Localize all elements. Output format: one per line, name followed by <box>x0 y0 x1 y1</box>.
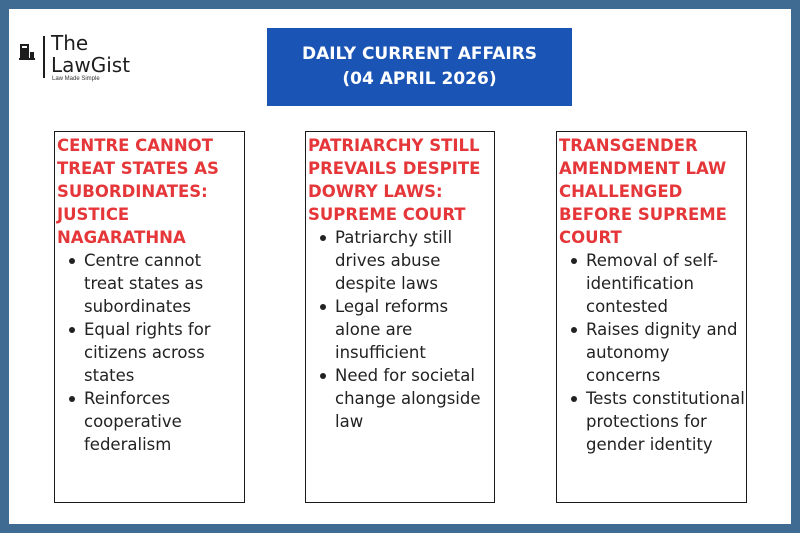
brand-name-line1: The <box>51 31 89 55</box>
bullet-icon <box>320 235 326 241</box>
bullet-list <box>306 226 494 433</box>
list-item <box>569 249 746 318</box>
list-item <box>569 318 746 387</box>
brand-tagline: Law Made Simple <box>52 76 100 82</box>
list-item-text: Equal rights for citizens across states <box>84 320 211 385</box>
card-title: TRANSGENDER AMENDMENT LAW CHALLENGED BEFORE SUPREME COURT <box>559 136 727 247</box>
list-item <box>67 318 244 387</box>
card-title: CENTRE CANNOT TREAT STATES AS SUBORDINATES: JUSTICE NAGARATHNA <box>57 136 219 247</box>
bullet-icon <box>571 327 577 333</box>
news-card-dowry <box>305 131 495 503</box>
bullet-icon <box>571 258 577 264</box>
list-item-text: Removal of self-identification contested <box>586 251 719 316</box>
list-item-text: Reinforces cooperative federalism <box>84 389 182 454</box>
brand-logo <box>19 31 139 82</box>
news-card-transgender <box>556 131 747 503</box>
news-card-federalism <box>54 131 245 503</box>
brand-name-line2: LawGist <box>51 53 131 77</box>
bullet-icon <box>571 396 577 402</box>
list-item <box>67 249 244 318</box>
list-item <box>318 295 494 364</box>
list-item <box>318 226 494 295</box>
bullet-icon <box>320 304 326 310</box>
list-item-text: Raises dignity and autonomy concerns <box>586 320 738 385</box>
bullet-icon <box>69 396 75 402</box>
bullet-icon <box>320 373 326 379</box>
bullet-list <box>557 249 746 456</box>
list-item <box>569 387 746 456</box>
list-item-text: Patriarchy still drives abuse despite laws <box>335 228 453 293</box>
page-title <box>267 28 572 106</box>
list-item-text: Legal reforms alone are insufficient <box>335 297 449 362</box>
brand-name <box>51 32 130 76</box>
law-book-icon <box>19 42 35 62</box>
logo-divider <box>43 36 45 78</box>
bullet-icon <box>69 258 75 264</box>
list-item <box>318 364 494 433</box>
page-title-date: (04 APRIL 2026) <box>342 69 497 89</box>
list-item-text: Tests constitutional protections for gender identity <box>586 389 745 454</box>
list-item-text: Need for societal change alongside law <box>335 366 481 431</box>
list-item-text: Centre cannot treat states as subordinates <box>84 251 204 316</box>
bullet-list <box>55 249 244 456</box>
card-title: PATRIARCHY STILL PREVAILS DESPITE DOWRY LAWS: SUPREME COURT <box>308 136 481 224</box>
page-title-line1: DAILY CURRENT AFFAIRS <box>301 44 538 64</box>
list-item <box>67 387 244 456</box>
bullet-icon <box>69 327 75 333</box>
